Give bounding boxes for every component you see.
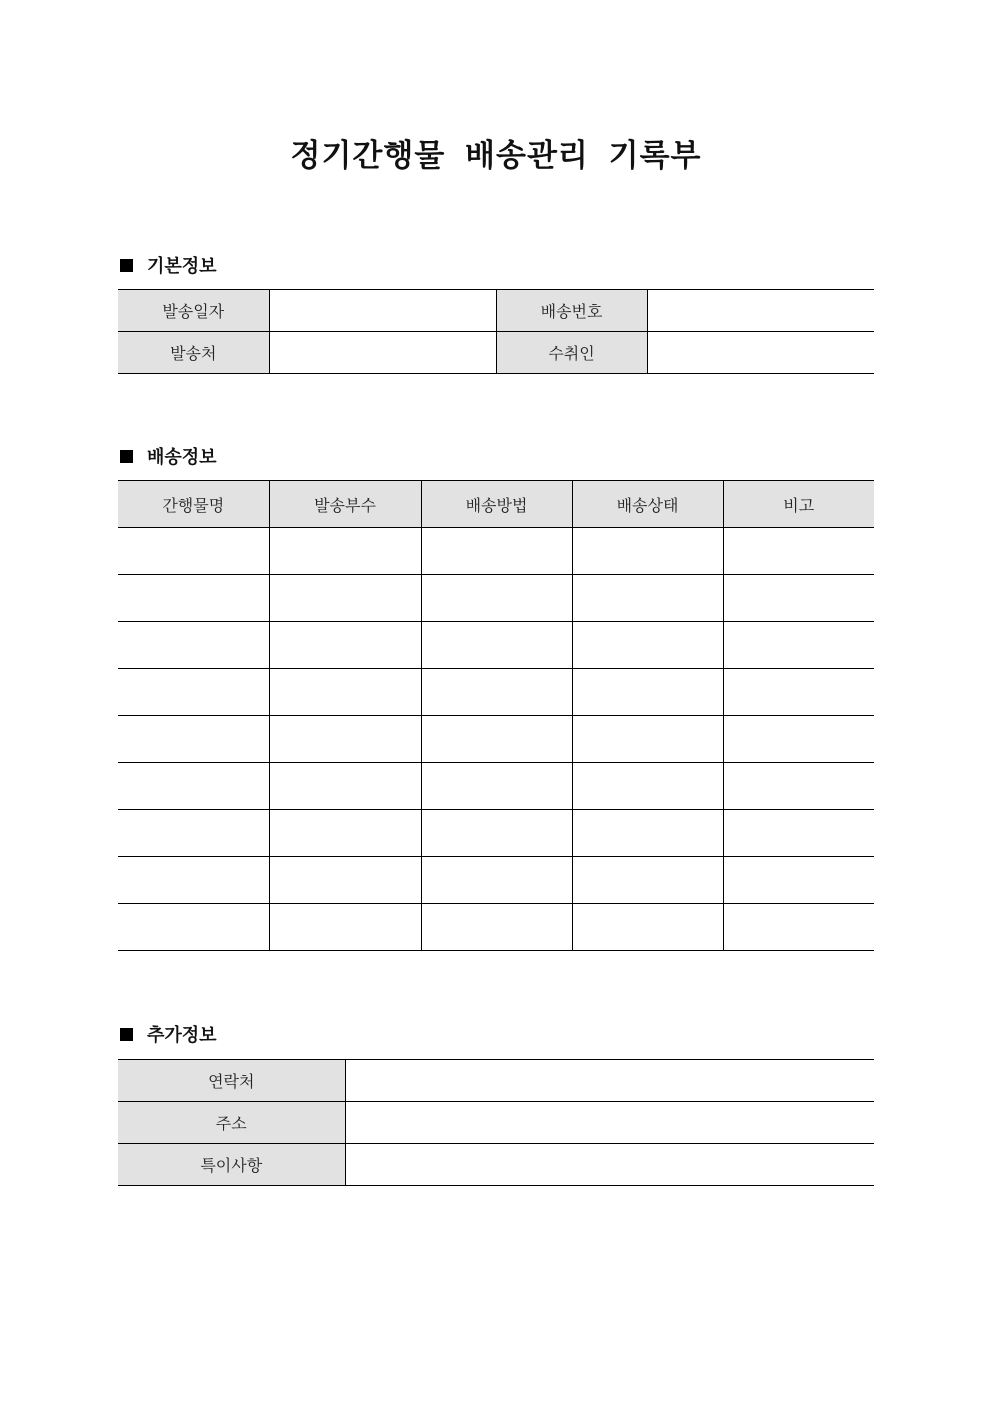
quantity-cell[interactable] xyxy=(269,528,421,575)
status-cell[interactable] xyxy=(572,716,723,763)
table-row xyxy=(118,622,874,669)
remarks-cell[interactable] xyxy=(723,528,874,575)
publication-cell[interactable] xyxy=(118,716,269,763)
quantity-cell[interactable] xyxy=(269,763,421,810)
table-row xyxy=(118,716,874,763)
delivery-number-field[interactable] xyxy=(647,290,874,332)
status-cell[interactable] xyxy=(572,528,723,575)
status-cell[interactable] xyxy=(572,669,723,716)
publication-cell[interactable] xyxy=(118,904,269,951)
column-header-method: 배송방법 xyxy=(421,481,572,528)
method-cell[interactable] xyxy=(421,669,572,716)
remarks-cell[interactable] xyxy=(723,857,874,904)
method-cell[interactable] xyxy=(421,857,572,904)
recipient-field[interactable] xyxy=(647,332,874,374)
sender-label: 발송처 xyxy=(118,332,269,374)
send-date-label: 발송일자 xyxy=(118,290,269,332)
section-heading-basic xyxy=(118,253,217,277)
address-label: 주소 xyxy=(118,1102,345,1144)
status-cell[interactable] xyxy=(572,857,723,904)
quantity-cell[interactable] xyxy=(269,810,421,857)
status-cell[interactable] xyxy=(572,904,723,951)
contact-field[interactable] xyxy=(345,1060,874,1102)
square-icon xyxy=(120,450,133,463)
publication-cell[interactable] xyxy=(118,575,269,622)
remarks-cell[interactable] xyxy=(723,669,874,716)
method-cell[interactable] xyxy=(421,904,572,951)
column-header-status: 배송상태 xyxy=(572,481,723,528)
square-icon xyxy=(120,259,133,272)
delivery-number-label: 배송번호 xyxy=(496,290,647,332)
address-field[interactable] xyxy=(345,1102,874,1144)
table-header-row xyxy=(118,481,874,528)
remarks-cell[interactable] xyxy=(723,810,874,857)
remarks-cell[interactable] xyxy=(723,716,874,763)
remarks-cell[interactable] xyxy=(723,622,874,669)
status-cell[interactable] xyxy=(572,763,723,810)
publication-cell[interactable] xyxy=(118,528,269,575)
table-row xyxy=(118,810,874,857)
remarks-cell[interactable] xyxy=(723,904,874,951)
method-cell[interactable] xyxy=(421,763,572,810)
special-notes-field[interactable] xyxy=(345,1144,874,1186)
method-cell[interactable] xyxy=(421,810,572,857)
remarks-cell[interactable] xyxy=(723,763,874,810)
sender-field[interactable] xyxy=(269,332,496,374)
table-row xyxy=(118,1060,874,1102)
quantity-cell[interactable] xyxy=(269,857,421,904)
method-cell[interactable] xyxy=(421,575,572,622)
quantity-cell[interactable] xyxy=(269,622,421,669)
publication-cell[interactable] xyxy=(118,669,269,716)
quantity-cell[interactable] xyxy=(269,669,421,716)
table-row xyxy=(118,528,874,575)
table-row xyxy=(118,904,874,951)
publication-cell[interactable] xyxy=(118,763,269,810)
page-title: 정기간행물 배송관리 기록부 xyxy=(290,138,702,174)
method-cell[interactable] xyxy=(421,528,572,575)
extra-info-table xyxy=(118,1059,874,1186)
method-cell[interactable] xyxy=(421,622,572,669)
table-row xyxy=(118,575,874,622)
section-heading-delivery-label: 배송정보 xyxy=(147,447,217,468)
status-cell[interactable] xyxy=(572,622,723,669)
special-notes-label: 특이사항 xyxy=(118,1144,345,1186)
recipient-label: 수취인 xyxy=(496,332,647,374)
quantity-cell[interactable] xyxy=(269,904,421,951)
basic-info-table xyxy=(118,289,874,374)
table-row xyxy=(118,763,874,810)
method-cell[interactable] xyxy=(421,716,572,763)
table-row xyxy=(118,1102,874,1144)
section-heading-extra-label: 추가정보 xyxy=(147,1025,217,1046)
publication-cell[interactable] xyxy=(118,810,269,857)
publication-cell[interactable] xyxy=(118,622,269,669)
contact-label: 연락처 xyxy=(118,1060,345,1102)
square-icon xyxy=(120,1028,133,1041)
table-row xyxy=(118,1144,874,1186)
column-header-quantity: 발송부수 xyxy=(269,481,421,528)
section-heading-basic-label: 기본정보 xyxy=(147,256,217,277)
publication-cell[interactable] xyxy=(118,857,269,904)
table-row xyxy=(118,669,874,716)
quantity-cell[interactable] xyxy=(269,575,421,622)
table-row xyxy=(118,857,874,904)
status-cell[interactable] xyxy=(572,810,723,857)
quantity-cell[interactable] xyxy=(269,716,421,763)
remarks-cell[interactable] xyxy=(723,575,874,622)
table-row xyxy=(118,290,874,332)
section-heading-delivery xyxy=(118,444,217,468)
delivery-info-table xyxy=(118,480,874,951)
status-cell[interactable] xyxy=(572,575,723,622)
send-date-field[interactable] xyxy=(269,290,496,332)
table-row xyxy=(118,332,874,374)
column-header-remarks: 비고 xyxy=(723,481,874,528)
column-header-publication: 간행물명 xyxy=(118,481,269,528)
section-heading-extra xyxy=(118,1022,217,1046)
